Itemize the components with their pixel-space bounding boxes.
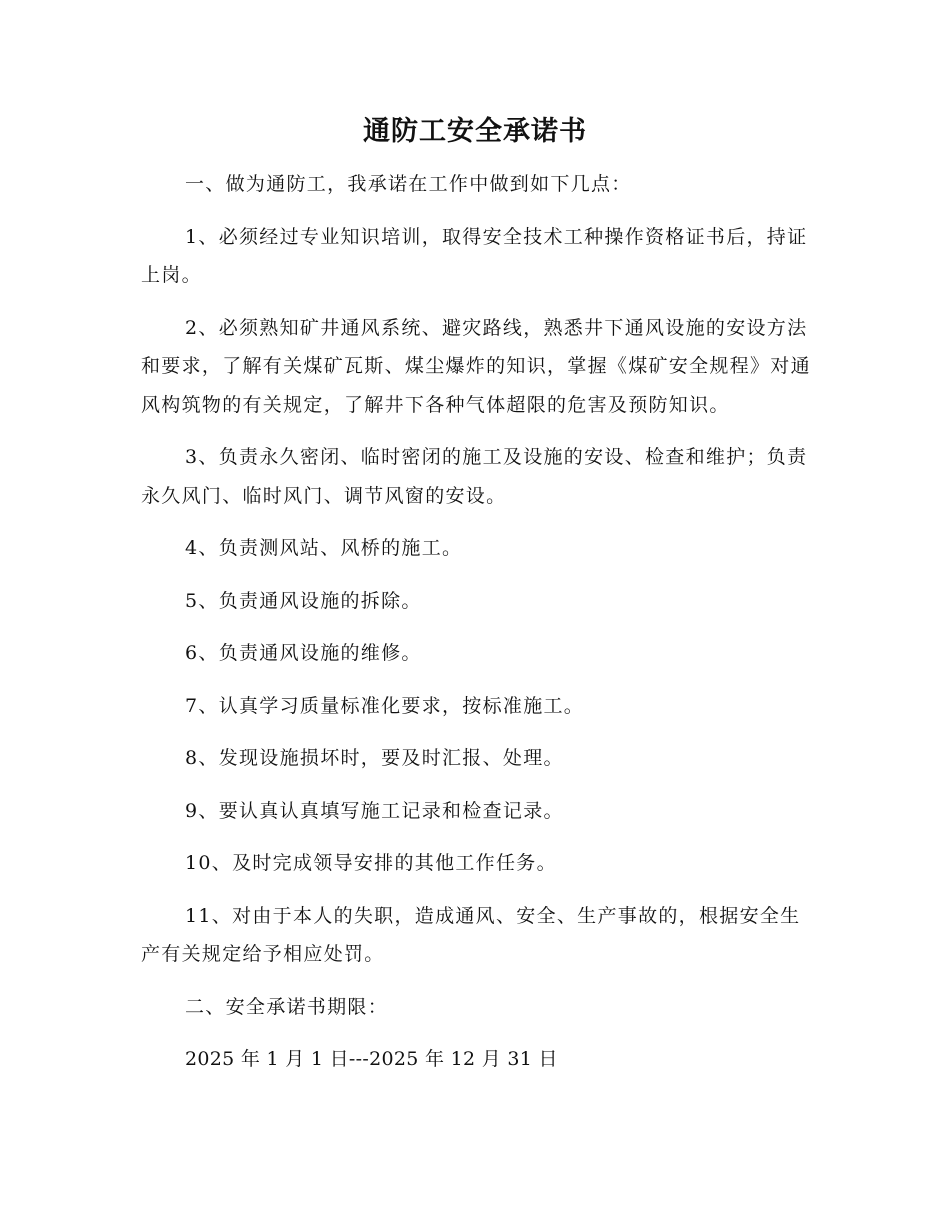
- document-title: 通防工安全承诺书: [363, 116, 587, 147]
- commitment-item-6: 6、负责通风设施的维修。: [185, 642, 422, 664]
- commitment-item-1: 1、必须经过专业知识培训，取得安全技术工种操作资格证书后，持证上岗。: [141, 225, 808, 286]
- term-date-range: 2025 年 1 月 1 日---2025 年 12 月 31 日: [185, 1048, 558, 1070]
- commitment-item-2: 2、必须熟知矿井通风系统、避灾路线，熟悉井下通风设施的安设方法和要求，了解有关煤矿瓦斯、煤尘爆炸的知识，掌握《煤矿安全规程》对通风构筑物的有关规定，了解井下各种气体超限的危害及预防知识。: [141, 316, 811, 416]
- commitment-item-5: 5、负责通风设施的拆除。: [185, 589, 422, 612]
- commitment-item-3: 3、负责永久密闭、临时密闭的施工及设施的安设、检查和维护；负责永久风门、临时风门、调节风窗的安设。: [141, 446, 808, 507]
- commitment-item-4: 4、负责测风站、风桥的施工。: [185, 537, 463, 559]
- section-heading-commitments: 一、做为通防工，我承诺在工作中做到如下几点：: [185, 173, 632, 195]
- document-body: [141, 165, 811, 1093]
- commitment-item-7: 7、认真学习质量标准化要求，按标准施工。: [185, 694, 585, 717]
- commitment-item-9: 9、要认真认真填写施工记录和检查记录。: [185, 799, 564, 822]
- commitment-item-11: 11、对由于本人的失职，造成通风、安全、生产事故的，根据安全生产有关规定给予相应处罚。: [141, 904, 801, 965]
- commitment-item-10: 10、及时完成领导安排的其他工作任务。: [185, 852, 557, 874]
- commitment-item-8: 8、发现设施损坏时，要及时汇报、处理。: [185, 747, 564, 769]
- section-heading-term: 二、安全承诺书期限：: [185, 995, 389, 1018]
